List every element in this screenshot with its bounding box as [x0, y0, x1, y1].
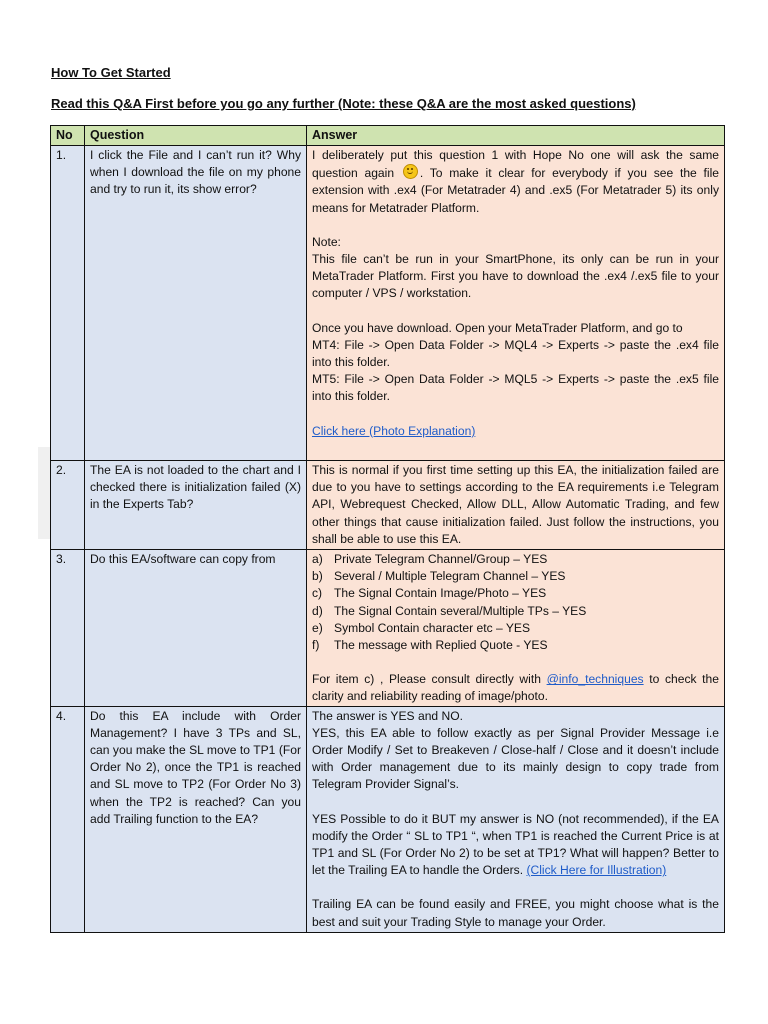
mt5-steps: MT5: File -> Open Data Folder -> MQL5 -> Experts -> paste the .ex5 file into this folder.: [312, 372, 719, 404]
illustration-link[interactable]: (Click Here for Illustration): [526, 863, 667, 878]
answer-text: The answer is YES and NO.: [312, 708, 464, 723]
question-cell: The EA is not loaded to the chart and I checked there is initialization failed (X) in the Experts Tab?: [85, 461, 307, 550]
answer-text: I deliberately put this question 1 with Hope No one will ask the same question again: [312, 148, 719, 181]
answer-cell: [307, 550, 725, 707]
header-answer: Answer: [307, 126, 725, 146]
qa-table: [50, 125, 725, 933]
answer-text: Trailing EA can be found easily and FREE, you might choose what is the best and suit your Trading Style to manage your Order.: [312, 897, 719, 929]
table-row: [51, 146, 725, 461]
list-item: a) Private Telegram Channel/Group – YES: [312, 552, 548, 566]
page-title: How To Get Started: [51, 65, 171, 80]
row-number: 2.: [51, 461, 85, 550]
row-number: 4.: [51, 706, 85, 932]
capability-list: [312, 551, 719, 654]
list-item: e) Symbol Contain character etc – YES: [312, 620, 531, 635]
note-label: Note:: [312, 234, 341, 249]
list-item: d) The Signal Contain several/Multiple TPs – YES: [312, 603, 587, 618]
table-header-row: [51, 126, 725, 146]
page-margin-shade: [38, 447, 50, 539]
header-question: Question: [85, 126, 307, 146]
table-row: [51, 706, 725, 932]
list-item: c) The Signal Contain Image/Photo – YES: [312, 586, 547, 601]
note-text: This file can’t be run in your SmartPhone, its only can be run in your MetaTrader Platform. First you have to download the .ex4 /.ex5 file to your computer / VPS / workstation.: [312, 252, 719, 301]
question-cell: Do this EA/software can copy from: [85, 550, 307, 707]
answer-cell: [307, 706, 725, 932]
row-number: 1.: [51, 146, 85, 461]
table-row: [51, 461, 725, 550]
info-techniques-link[interactable]: @info_techniques: [546, 672, 644, 687]
consult-text: to check the clarity and reliability reading of image/photo.: [312, 672, 719, 704]
consult-text: For item c) , Please consult directly with: [312, 672, 541, 687]
list-item: f) The message with Replied Quote - YES: [312, 638, 548, 653]
header-no: No: [51, 126, 85, 146]
list-item: b) Several / Multiple Telegram Channel – YES: [312, 569, 566, 584]
answer-text: YES Possible to do it BUT my answer is NO (not recommended), if the EA modify the Order “ SL to TP1 “, when TP1 is reached the Current Price is at TP1 and SL (For Order No 2) to be set at TP1? What will happen? Better to let the Trailing EA to handle the Orders.: [312, 811, 719, 878]
intro-note: Read this Q&A First before you go any further (Note: these Q&A are the most asked questions): [51, 96, 636, 111]
steps-intro: Once you have download. Open your MetaTrader Platform, and go to: [312, 320, 683, 335]
photo-explanation-link[interactable]: Click here (Photo Explanation): [312, 423, 476, 438]
table-row: [51, 550, 725, 707]
answer-cell: [307, 461, 725, 550]
answer-cell: [307, 146, 725, 461]
mt4-steps: MT4: File -> Open Data Folder -> MQL4 -> Experts -> paste the .ex4 file into this folder.: [312, 337, 719, 370]
answer-text: . To make it clear for everybody if you see the file extension with .ex4 (For Metatrader 4) and .ex5 (For Metatrader 5) its only means for Metatrader Platform.: [312, 166, 719, 215]
row-number: 3.: [51, 550, 85, 707]
question-cell: Do this EA include with Order Management? I have 3 TPs and SL, can you make the SL move to TP1 (For Order No 2), once the TP1 is reached and SL move to TP2 (For Order No 3) when the TP2 is reached? Can you add Trailing function to the EA?: [85, 706, 307, 932]
answer-text: This is normal if you first time setting up this EA, the initialization failed are due to you have to settings according to the EA requirements i.e Telegram API, Webrequest Checked, Allow DLL, Allow Automatic Trading, and few other things that cause initialization failed. Just follow the instructions, you shall be able to use this EA.: [312, 463, 719, 546]
answer-text: YES, this EA able to follow exactly as per Signal Provider Message i.e Order Modify / Set to Breakeven / Close-half / Close and it doesn’t include with Order management due to its mainly design to copy trade from Telegram Provider Signal’s.: [312, 725, 719, 792]
question-cell: I click the File and I can’t run it? Why when I download the file on my phone and try to run it, its show error?: [85, 146, 307, 461]
smiley-icon: [403, 164, 418, 179]
